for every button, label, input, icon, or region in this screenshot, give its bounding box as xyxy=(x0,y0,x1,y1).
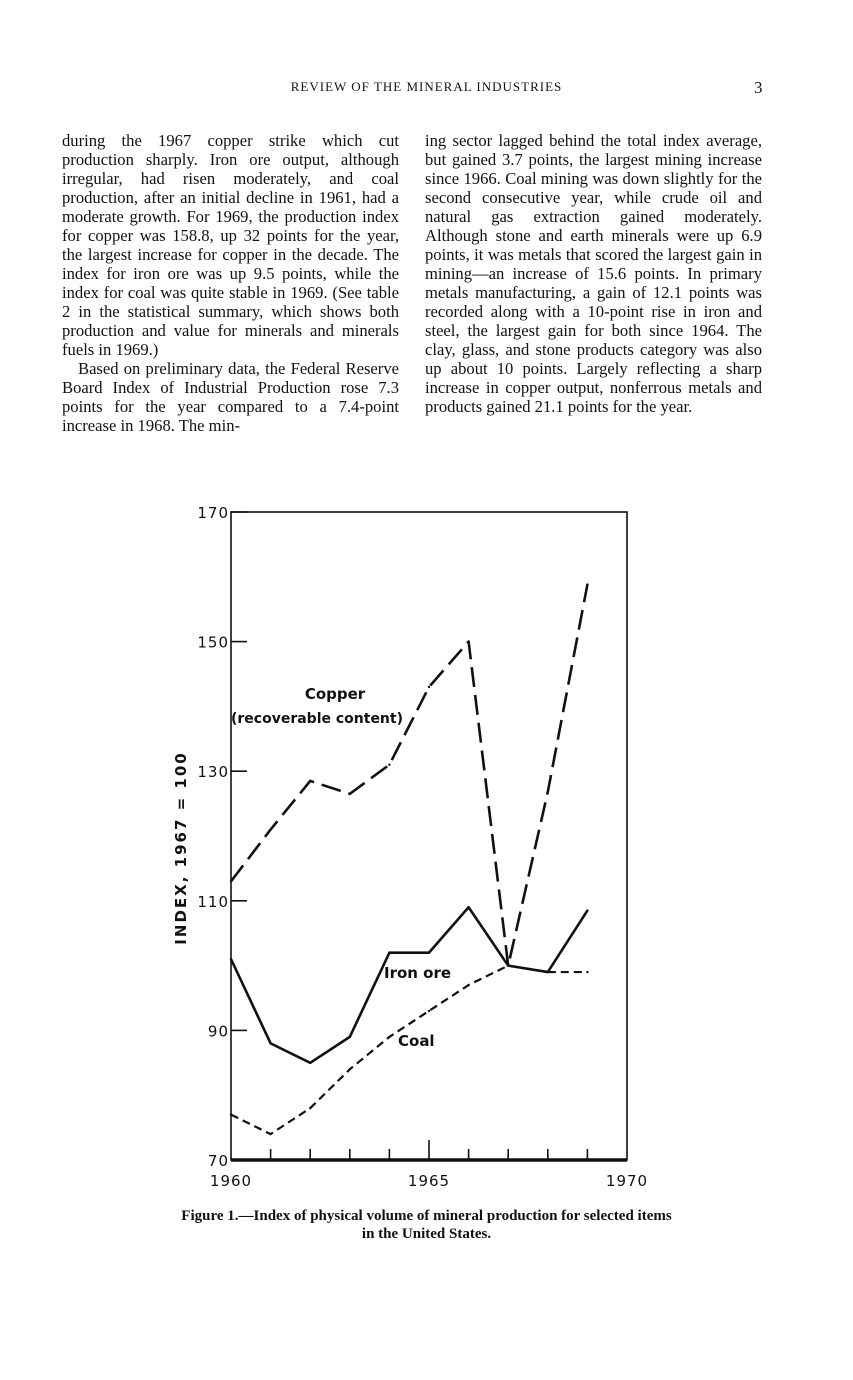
series-0-point-1963 xyxy=(349,793,351,795)
series-0-point-1960 xyxy=(230,880,232,882)
series-1-point-1965 xyxy=(428,951,430,953)
y-tick-label-170: 170 xyxy=(197,504,229,522)
series-0-point-1968 xyxy=(547,791,549,793)
series-2-point-1964 xyxy=(388,1036,390,1038)
series-2-point-1963 xyxy=(349,1068,351,1070)
y-tick-label-110: 110 xyxy=(197,892,229,911)
figure-caption-line-2: in the United States. xyxy=(361,1226,492,1242)
series-1-point-1964 xyxy=(388,951,390,953)
series-0-point-1964 xyxy=(388,764,390,766)
series-2-point-1960 xyxy=(230,1113,232,1115)
series-2-point-1961 xyxy=(269,1133,271,1135)
series-0-point-1962 xyxy=(309,780,311,782)
left-paragraph-2: Based on preliminary data, the Federal Reserve Board Index of Industrial Production rose 7.3 points for the year compared to a 7.4-point increase in 1968. The min- xyxy=(62,359,399,435)
series-0-point-1965 xyxy=(428,686,430,688)
series-1-point-1961 xyxy=(269,1042,271,1044)
left-paragraph-1: during the 1967 copper strike which cut production sharply. Iron ore output, although irregular, had risen moderately, and coal production, after an initial decline in 1961, had a moderate growth. For 1969, the production index for copper was 158.8, up 32 points for the year, the largest increase for copper in the decade. The index for iron ore was up 9.5 points, while the index for coal was quite stable in 1969. (See table 2 in the statistical summary, which shows both production and value for minerals and minerals fuels in 1969.) xyxy=(62,131,399,359)
y-tick-label-90: 90 xyxy=(207,1022,229,1041)
x-tick-label-1970: 1970 xyxy=(605,1172,649,1190)
series-sublabel-0: (recoverable content) xyxy=(230,711,404,727)
series-0-point-1961 xyxy=(269,828,271,830)
series-label-0: Copper xyxy=(304,685,366,703)
series-1-point-1960 xyxy=(230,958,232,960)
series-2-point-1965 xyxy=(428,1010,430,1012)
series-2-point-1962 xyxy=(309,1107,311,1109)
series-0-point-1966 xyxy=(467,640,469,642)
x-tick-label-1960: 1960 xyxy=(209,1172,253,1190)
figure-caption-line-1: Figure 1.—Index of physical volume of mineral production for selected items xyxy=(181,1208,672,1224)
page-number: 3 xyxy=(754,78,763,97)
y-tick-label-150: 150 xyxy=(197,633,229,652)
plot-frame xyxy=(231,512,627,1160)
series-1-point-1962 xyxy=(309,1062,311,1064)
series-0-point-1969 xyxy=(586,583,588,585)
series-2-point-1969 xyxy=(586,971,588,973)
right-paragraph-1: ing sector lagged behind the total index average, but gained 3.7 points, the largest mining increase since 1966. Coal mining was down slightly for the second consecutive year, while crude oil and natural gas extraction gained moderately. Although stone and earth minerals were up 6.9 points, it was metals that scored the largest gain in mining—an increase of 15.6 points. In primary metals manufacturing, a gain of 12.1 points was recorded along with a 10-point rise in iron and steel, the largest gain for both since 1964. The clay, glass, and stone products category was also up about 10 points. Largely reflecting a sharp increase in copper output, nonferrous metals and products gained 21.1 points for the year. xyxy=(425,131,762,416)
series-1-point-1969 xyxy=(586,909,588,911)
figure-caption xyxy=(100,1207,753,1243)
series-2-point-1966 xyxy=(467,984,469,986)
y-axis-label: INDEX, 1967 = 100 xyxy=(172,751,190,945)
series-label-2: Coal xyxy=(398,1032,435,1050)
series-1-point-1966 xyxy=(467,906,469,908)
running-head: REVIEW OF THE MINERAL INDUSTRIES xyxy=(290,79,563,94)
series-line-0 xyxy=(231,585,587,966)
y-tick-label-130: 130 xyxy=(197,763,229,782)
series-2-point-1968 xyxy=(547,971,549,973)
series-label-1: Iron ore xyxy=(384,964,452,982)
y-tick-label-70: 70 xyxy=(207,1152,229,1170)
series-1-point-1963 xyxy=(349,1036,351,1038)
series-2-point-1967 xyxy=(507,964,509,966)
x-tick-label-1965: 1965 xyxy=(407,1172,451,1190)
